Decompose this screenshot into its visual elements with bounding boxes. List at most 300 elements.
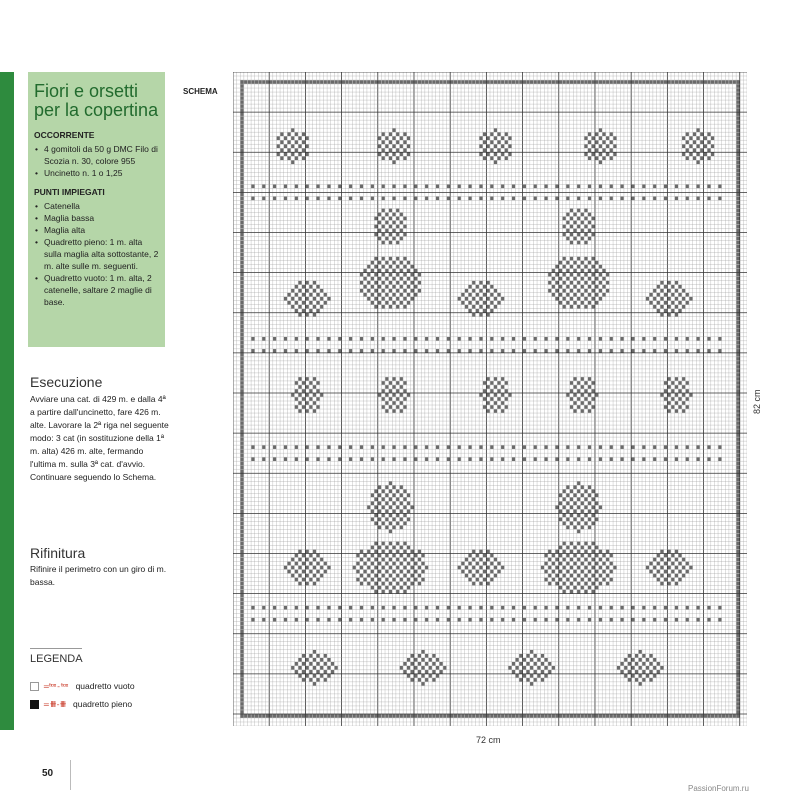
border-cell [465, 714, 468, 718]
bear-cell [595, 578, 598, 582]
border-cell [240, 337, 243, 341]
bear-cell [563, 498, 566, 502]
bear-cell [599, 281, 602, 285]
bear-cell [403, 498, 406, 502]
flower-cell [505, 148, 508, 152]
bear-cell [566, 293, 569, 297]
bear-cell [385, 562, 388, 566]
band-cell [631, 197, 634, 201]
bear-cell [385, 578, 388, 582]
bear-cell [588, 293, 591, 297]
watermark: PassionForum.ru [688, 784, 749, 793]
heart-cell [487, 574, 490, 578]
border-cell [689, 714, 692, 718]
bear-cell [356, 562, 359, 566]
flower-cell [642, 670, 645, 674]
bear-cell [577, 481, 580, 485]
border-cell [240, 666, 243, 670]
border-cell [240, 538, 243, 542]
bear-cell [552, 269, 555, 273]
bear-cell [552, 562, 555, 566]
band-cell [675, 185, 678, 189]
band-cell [631, 606, 634, 610]
flower-cell [295, 148, 298, 152]
tulip-cell [588, 401, 591, 405]
bear-cell [570, 257, 573, 261]
band-cell [447, 457, 450, 461]
bear-cell [581, 301, 584, 305]
flower-cell [425, 678, 428, 682]
band-cell [664, 457, 667, 461]
border-cell [269, 714, 272, 718]
flower-cell [548, 670, 551, 674]
heart-cell [494, 289, 497, 293]
border-cell [736, 618, 739, 622]
band-cell [490, 197, 493, 201]
bear-cell [570, 558, 573, 562]
band-cell [610, 618, 613, 622]
flower-cell [505, 132, 508, 136]
bear-cell [396, 297, 399, 301]
border-cell [736, 168, 739, 172]
bear-cell [595, 570, 598, 574]
flower-cell [530, 682, 533, 686]
border-cell [736, 317, 739, 321]
flower-cell [707, 140, 710, 144]
border-cell [736, 630, 739, 634]
bear-cell [581, 502, 584, 506]
heart-cell [479, 574, 482, 578]
border-cell [240, 148, 243, 152]
border-cell [736, 550, 739, 554]
heart-cell [479, 313, 482, 317]
heart-cell [668, 558, 671, 562]
bear-cell [563, 558, 566, 562]
tulip-cell [309, 397, 312, 401]
tulip-cell [584, 397, 587, 401]
tulip-cell [494, 385, 497, 389]
border-cell [736, 148, 739, 152]
flower-cell [592, 136, 595, 140]
flower-cell [610, 148, 613, 152]
band-cell [273, 185, 276, 189]
border-cell [736, 305, 739, 309]
border-cell [718, 80, 721, 84]
bear-cell [588, 518, 591, 522]
bear-cell [403, 305, 406, 309]
tulip-cell [483, 405, 486, 409]
flower-cell [697, 160, 700, 164]
flower-cell [324, 670, 327, 674]
flower-cell [707, 132, 710, 136]
flower-cell [602, 156, 605, 160]
heart-cell [660, 281, 663, 285]
heart-cell [479, 582, 482, 586]
bear-cell [378, 570, 381, 574]
heart-cell [468, 293, 471, 297]
heart-cell [298, 305, 301, 309]
bear-cell [396, 241, 399, 245]
border-cell [240, 265, 243, 269]
band-cell [403, 197, 406, 201]
band-cell [621, 606, 624, 610]
heart-cell [646, 566, 649, 570]
bear-cell [382, 522, 385, 526]
border-cell [736, 345, 739, 349]
tulip-cell [306, 377, 309, 381]
tulip-cell [501, 409, 504, 413]
border-cell [668, 80, 671, 84]
border-cell [356, 80, 359, 84]
flower-cell [501, 136, 504, 140]
bear-cell [407, 562, 410, 566]
heart-cell [287, 301, 290, 305]
border-cell [240, 658, 243, 662]
flower-cell [689, 152, 692, 156]
border-cell [490, 714, 493, 718]
heart-cell [306, 281, 309, 285]
bear-cell [382, 574, 385, 578]
bear-cell [559, 269, 562, 273]
bear-cell [570, 225, 573, 229]
border-cell [240, 594, 243, 598]
border-cell [240, 473, 243, 477]
band-cell [468, 337, 471, 341]
bear-cell [382, 566, 385, 570]
flower-cell [610, 140, 613, 144]
border-cell [240, 177, 243, 181]
flower-cell [508, 666, 511, 670]
bear-cell [548, 574, 551, 578]
bear-cell [403, 225, 406, 229]
band-cell [349, 337, 352, 341]
border-cell [353, 714, 356, 718]
border-cell [736, 164, 739, 168]
border-cell [309, 80, 312, 84]
flower-cell [432, 654, 435, 658]
heart-cell [497, 570, 500, 574]
band-cell [490, 185, 493, 189]
border-cell [479, 714, 482, 718]
bear-cell [407, 510, 410, 514]
tulip-cell [570, 381, 573, 385]
border-cell [573, 714, 576, 718]
flower-cell [327, 674, 330, 678]
border-cell [454, 714, 457, 718]
bear-cell [592, 217, 595, 221]
heart-cell [479, 289, 482, 293]
tulip-cell [385, 393, 388, 397]
heart-cell [671, 578, 674, 582]
bear-cell [563, 550, 566, 554]
bear-cell [414, 554, 417, 558]
bear-cell [364, 269, 367, 273]
flower-cell [418, 654, 421, 658]
tulip-cell [682, 377, 685, 381]
band-cell [501, 457, 504, 461]
bear-cell [599, 265, 602, 269]
flower-cell [707, 156, 710, 160]
border-cell [700, 714, 703, 718]
occorrente-heading: OCCORRENTE [34, 130, 95, 140]
border-cell [240, 173, 243, 177]
bear-cell [389, 514, 392, 518]
flower-cell [682, 152, 685, 156]
band-cell [621, 197, 624, 201]
flower-cell [526, 654, 529, 658]
bear-cell [411, 558, 414, 562]
bear-cell [407, 546, 410, 550]
heart-cell [316, 562, 319, 566]
bear-cell [396, 225, 399, 229]
tulip-cell [570, 405, 573, 409]
flower-cell [400, 144, 403, 148]
border-cell [649, 80, 652, 84]
flower-cell [657, 670, 660, 674]
heart-cell [487, 558, 490, 562]
heart-cell [686, 293, 689, 297]
border-cell [736, 409, 739, 413]
border-cell [736, 381, 739, 385]
border-cell [736, 257, 739, 261]
flower-cell [516, 674, 519, 678]
border-cell [736, 590, 739, 594]
flower-cell [313, 666, 316, 670]
band-cell [501, 337, 504, 341]
tulip-cell [382, 389, 385, 393]
bear-cell [581, 269, 584, 273]
tulip-cell [306, 409, 309, 413]
heart-cell [671, 301, 674, 305]
bear-cell [563, 305, 566, 309]
flower-cell [624, 658, 627, 662]
tulip-cell [581, 409, 584, 413]
bear-cell [371, 586, 374, 590]
flower-cell [302, 148, 305, 152]
legend [30, 648, 180, 709]
bear-cell [581, 546, 584, 550]
bear-cell [418, 289, 421, 293]
band-cell [544, 197, 547, 201]
band-cell [284, 445, 287, 449]
flower-cell [548, 662, 551, 666]
tulip-cell [382, 381, 385, 385]
flower-cell [392, 136, 395, 140]
flower-cell [309, 670, 312, 674]
heart-cell [675, 550, 678, 554]
band-cell [425, 457, 428, 461]
tulip-cell [584, 381, 587, 385]
flower-cell [631, 674, 634, 678]
tulip-cell [573, 401, 576, 405]
border-cell [240, 518, 243, 522]
flower-cell [411, 678, 414, 682]
border-cell [284, 714, 287, 718]
border-cell [736, 570, 739, 574]
flower-cell [479, 144, 482, 148]
flower-cell [711, 136, 714, 140]
flower-cell [407, 674, 410, 678]
tulip-cell [487, 385, 490, 389]
flower-cell [320, 666, 323, 670]
band-cell [425, 606, 428, 610]
bear-cell [559, 285, 562, 289]
band-cell [610, 185, 613, 189]
tulip-cell [306, 385, 309, 389]
band-cell [588, 185, 591, 189]
bear-cell [610, 570, 613, 574]
band-cell [599, 349, 602, 353]
border-cell [240, 277, 243, 281]
flower-cell [523, 666, 526, 670]
band-cell [316, 445, 319, 449]
border-cell [240, 646, 243, 650]
border-cell [736, 261, 739, 265]
flower-cell [704, 152, 707, 156]
legend-label: quadretto vuoto [75, 681, 135, 691]
border-cell [240, 325, 243, 329]
band-cell [425, 185, 428, 189]
band-cell [458, 197, 461, 201]
heart-cell [476, 554, 479, 558]
border-cell [660, 80, 663, 84]
band-cell [664, 349, 667, 353]
border-cell [298, 80, 301, 84]
flower-cell [646, 658, 649, 662]
heart-cell [287, 570, 290, 574]
bear-cell [407, 570, 410, 574]
bear-cell [606, 281, 609, 285]
bear-cell [374, 289, 377, 293]
tulip-cell [320, 393, 323, 397]
border-cell [613, 714, 616, 718]
bear-cell [573, 578, 576, 582]
bear-cell [602, 285, 605, 289]
bear-cell [548, 566, 551, 570]
tulip-cell [400, 393, 403, 397]
page-number: 50 [42, 768, 54, 779]
tulip-cell [316, 405, 319, 409]
band-cell [653, 349, 656, 353]
heart-cell [461, 301, 464, 305]
bear-cell [595, 293, 598, 297]
border-cell [269, 80, 272, 84]
border-cell [240, 385, 243, 389]
band-cell [316, 606, 319, 610]
band-cell [718, 457, 721, 461]
flower-cell [700, 140, 703, 144]
heart-cell [298, 558, 301, 562]
bear-cell [389, 257, 392, 261]
bear-cell [378, 493, 381, 497]
bear-cell [566, 277, 569, 281]
band-cell [566, 337, 569, 341]
bear-cell [584, 209, 587, 213]
bear-cell [588, 554, 591, 558]
border-cell [736, 189, 739, 193]
legend-row-empty [30, 681, 180, 691]
heart-cell [316, 554, 319, 558]
heart-cell [678, 301, 681, 305]
bear-cell [559, 510, 562, 514]
border-cell [240, 650, 243, 654]
border-cell [240, 634, 243, 638]
border-cell [240, 96, 243, 100]
band-cell [697, 337, 700, 341]
heart-cell [649, 293, 652, 297]
bear-cell [374, 217, 377, 221]
tulip-cell [389, 381, 392, 385]
flower-cell [277, 144, 280, 148]
bear-cell [421, 578, 424, 582]
border-cell [736, 313, 739, 317]
bear-cell [573, 485, 576, 489]
band-cell [273, 197, 276, 201]
border-cell [671, 714, 674, 718]
bear-cell [411, 574, 414, 578]
band-cell [697, 197, 700, 201]
border-cell [534, 80, 537, 84]
legend-row-full [30, 699, 180, 709]
flower-cell [396, 140, 399, 144]
border-cell [240, 185, 243, 189]
band-cell [653, 185, 656, 189]
tulip-cell [577, 389, 580, 393]
bear-cell [396, 489, 399, 493]
tulip-cell [316, 389, 319, 393]
border-cell [468, 714, 471, 718]
bear-cell [400, 554, 403, 558]
bear-cell [403, 558, 406, 562]
border-cell [736, 682, 739, 686]
bear-cell [577, 289, 580, 293]
flower-cell [693, 148, 696, 152]
tulip-cell [671, 397, 674, 401]
bear-cell [566, 485, 569, 489]
tulip-cell [577, 405, 580, 409]
border-cell [240, 702, 243, 706]
bear-cell [573, 269, 576, 273]
heart-cell [313, 550, 316, 554]
border-cell [240, 522, 243, 526]
border-cell [736, 686, 739, 690]
heart-cell [472, 558, 475, 562]
bear-cell [584, 558, 587, 562]
border-cell [736, 249, 739, 253]
border-cell [331, 80, 334, 84]
border-cell [653, 80, 656, 84]
band-cell [707, 457, 710, 461]
band-cell [599, 457, 602, 461]
heart-cell [678, 309, 681, 313]
flower-cell [403, 148, 406, 152]
bear-cell [592, 281, 595, 285]
bear-cell [389, 566, 392, 570]
band-cell [316, 457, 319, 461]
border-cell [240, 578, 243, 582]
heart-cell [306, 550, 309, 554]
band-cell [349, 349, 352, 353]
bear-cell [385, 285, 388, 289]
border-cell [240, 301, 243, 305]
bear-cell [374, 542, 377, 546]
border-cell [736, 201, 739, 205]
band-cell [251, 349, 254, 353]
bear-cell [563, 566, 566, 570]
flower-cell [613, 144, 616, 148]
bear-cell [584, 506, 587, 510]
band-cell [577, 197, 580, 201]
